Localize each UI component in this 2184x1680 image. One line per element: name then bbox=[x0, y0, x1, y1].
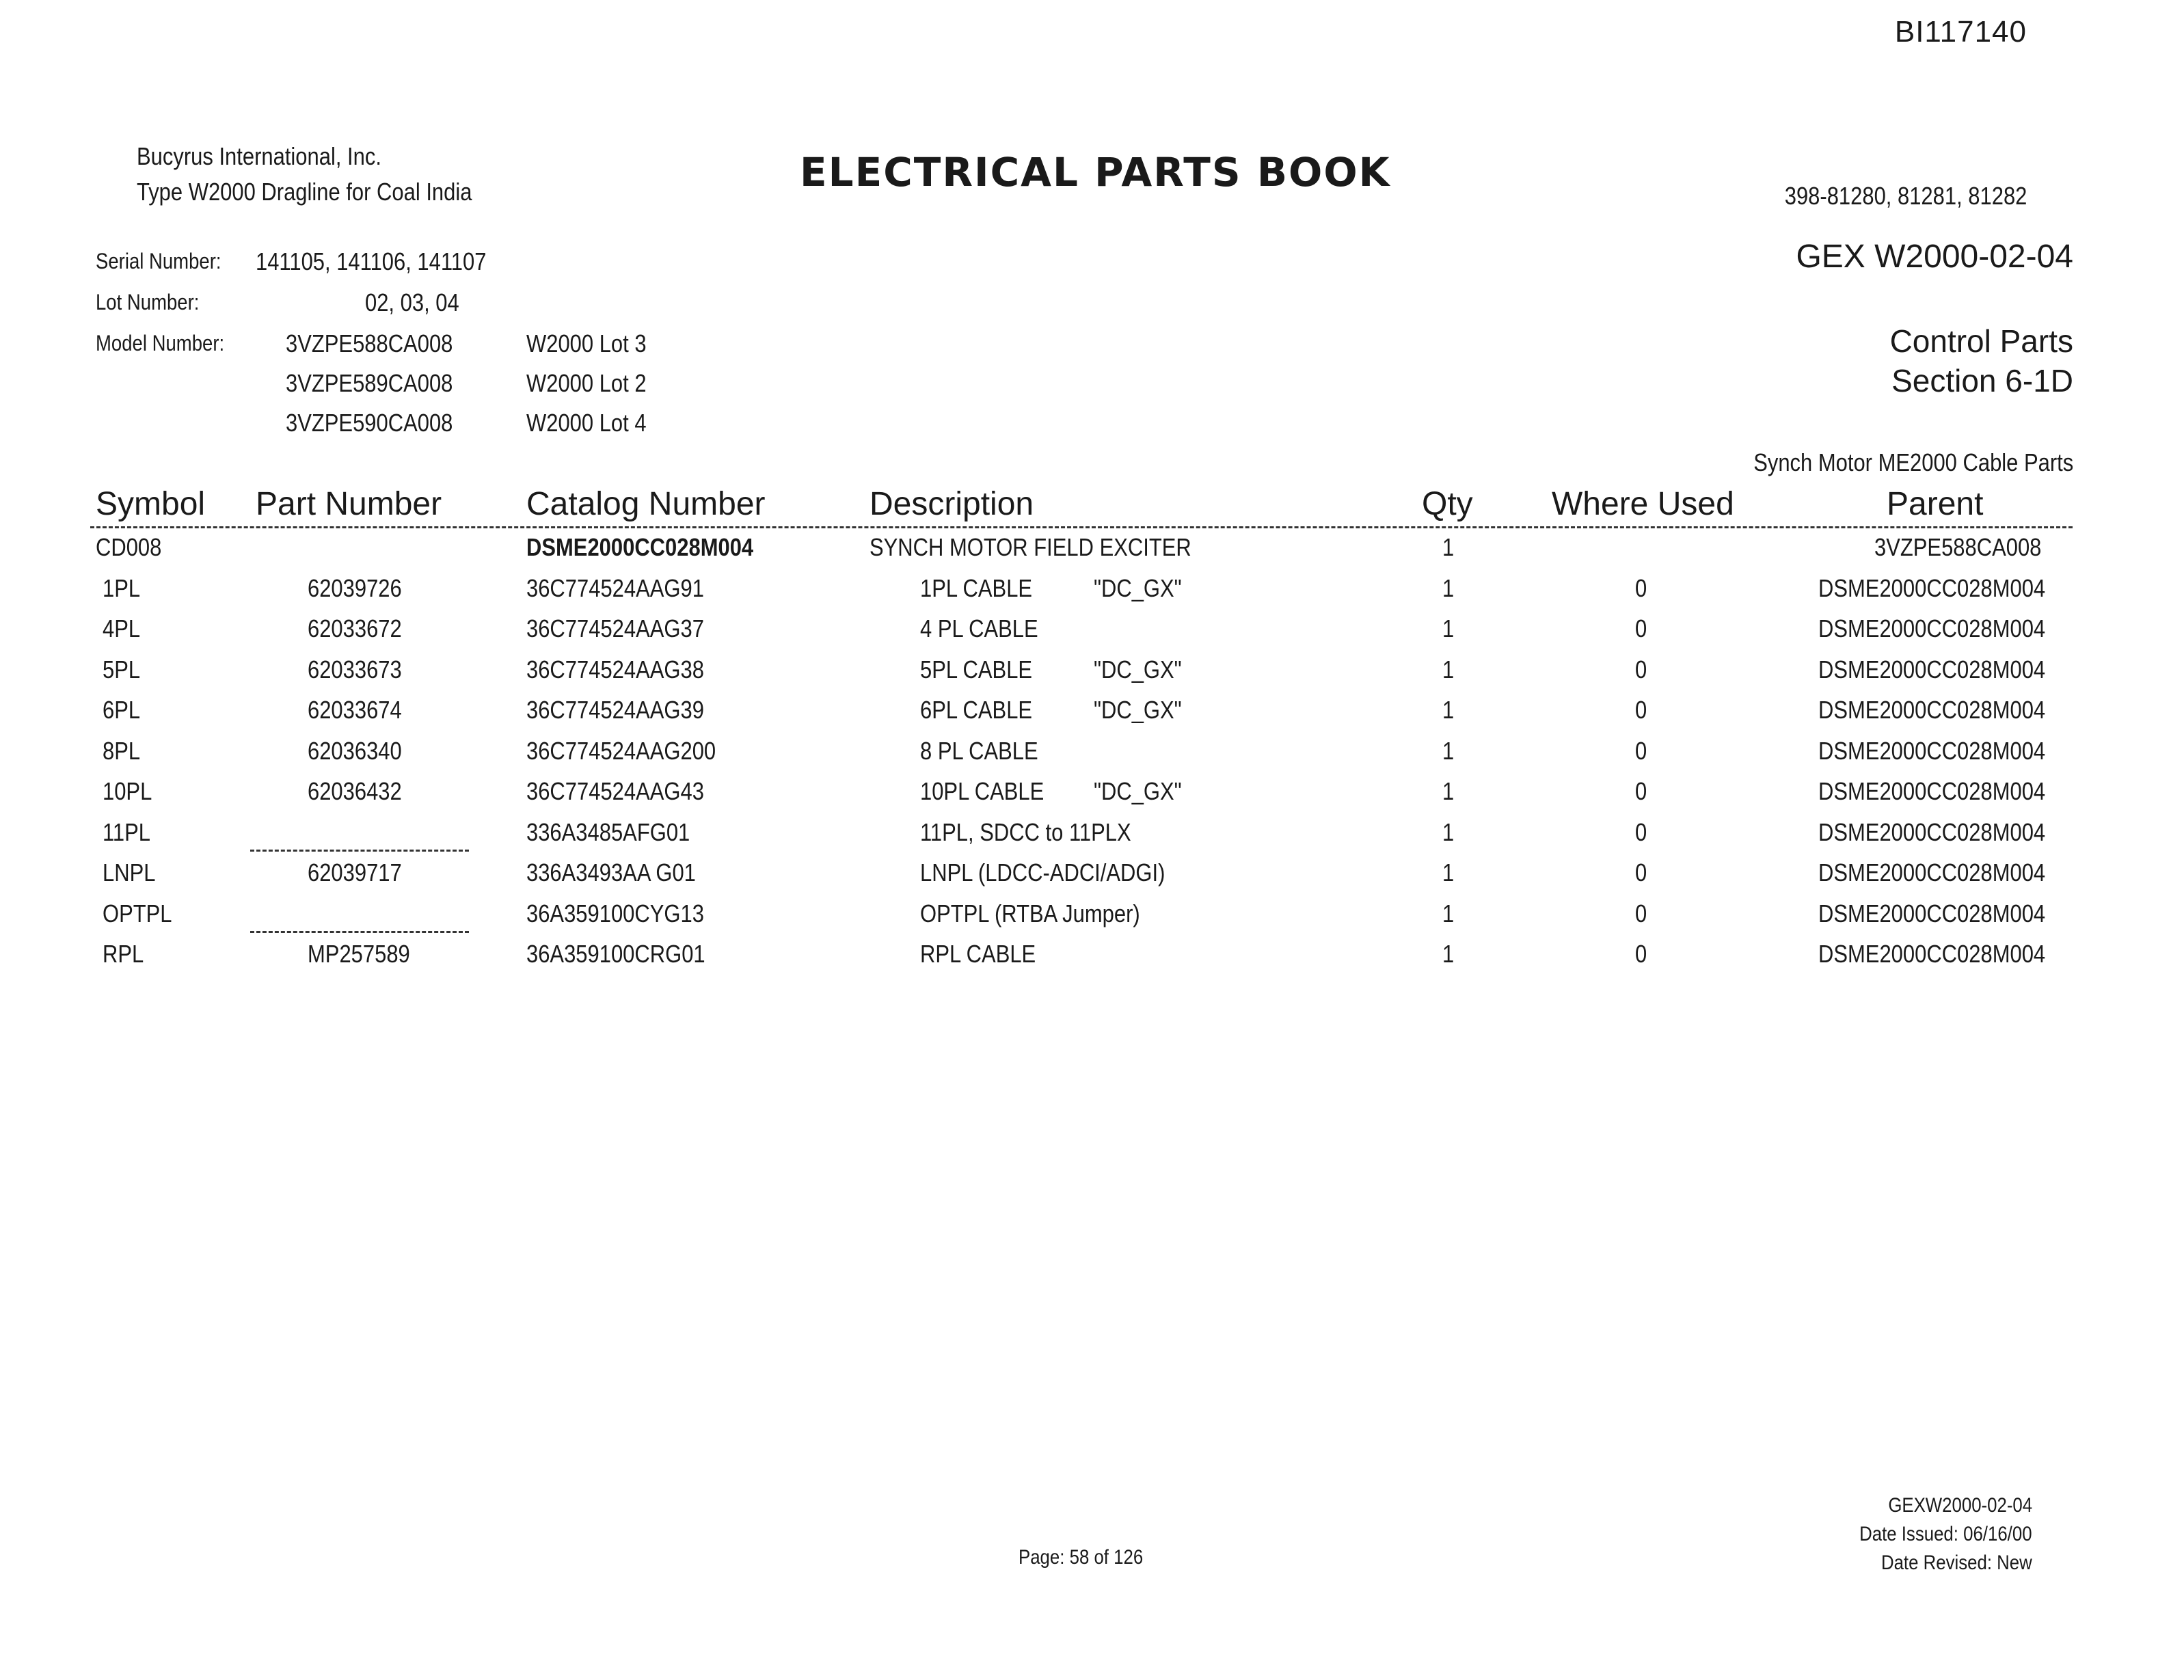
cell-symbol: RPL bbox=[103, 940, 144, 968]
cell-symbol: 4PL bbox=[103, 614, 141, 642]
model-number: 3VZPE589CA008 bbox=[286, 369, 453, 397]
cell-part-number: MP257589 bbox=[308, 940, 410, 968]
cell-qty: 1 bbox=[1442, 696, 1455, 724]
cell-parent: DSME2000CC028M004 bbox=[1818, 737, 2046, 765]
cell-parent: DSME2000CC028M004 bbox=[1818, 940, 2046, 968]
empty-part-divider bbox=[250, 931, 469, 933]
cell-description: 6PL CABLE bbox=[920, 696, 1033, 724]
cell-symbol: 1PL bbox=[103, 574, 141, 602]
cell-qty: 1 bbox=[1442, 533, 1455, 561]
cell-qty: 1 bbox=[1442, 737, 1455, 765]
cell-qty: 1 bbox=[1442, 858, 1455, 886]
cell-where-used: 0 bbox=[1635, 737, 1647, 765]
page-number: Page: 58 of 126 bbox=[1019, 1546, 1144, 1569]
cell-symbol: 6PL bbox=[103, 696, 141, 724]
cell-where-used: 0 bbox=[1635, 614, 1647, 642]
cell-parent: DSME2000CC028M004 bbox=[1818, 574, 2046, 602]
cell-qty: 1 bbox=[1442, 777, 1455, 805]
cell-catalog-number: 36C774524AAG38 bbox=[526, 655, 704, 683]
cell-parent: DSME2000CC028M004 bbox=[1818, 655, 2046, 683]
cell-where-used: 0 bbox=[1635, 858, 1647, 886]
empty-part-divider bbox=[250, 850, 469, 852]
cell-part-number: 62033674 bbox=[308, 696, 402, 724]
cell-parent: DSME2000CC028M004 bbox=[1818, 899, 2046, 927]
cell-description: 1PL CABLE bbox=[920, 574, 1033, 602]
cell-part-number: 62033672 bbox=[308, 614, 402, 642]
cell-qty: 1 bbox=[1442, 614, 1455, 642]
footer-date-revised: Date Revised: New bbox=[1881, 1552, 2032, 1574]
table-subtitle: Synch Motor ME2000 Cable Parts bbox=[1753, 448, 2073, 476]
cell-catalog-number: 336A3485AFG01 bbox=[526, 818, 690, 846]
document-id: BI117140 bbox=[1894, 15, 2027, 49]
cell-description: 8 PL CABLE bbox=[920, 737, 1038, 765]
gex-code: GEX W2000-02-04 bbox=[1796, 239, 2073, 275]
cell-where-used: 0 bbox=[1635, 777, 1647, 805]
column-header-part-number: Part Number bbox=[256, 486, 442, 522]
cell-parent: 3VZPE588CA008 bbox=[1874, 533, 2042, 561]
column-header-catalog-number: Catalog Number bbox=[526, 486, 766, 522]
cell-description-tag: "DC_GX" bbox=[1094, 777, 1182, 805]
column-header-qty: Qty bbox=[1422, 486, 1473, 522]
cell-symbol: 10PL bbox=[103, 777, 152, 805]
machine-type: Type W2000 Dragline for Coal India bbox=[137, 178, 472, 206]
cell-qty: 1 bbox=[1442, 655, 1455, 683]
cell-description: LNPL (LDCC-ADCI/ADGI) bbox=[920, 858, 1165, 886]
cell-description-tag: "DC_GX" bbox=[1094, 655, 1182, 683]
lot-number-label: Lot Number: bbox=[96, 290, 200, 314]
cell-catalog-number: 36C774524AAG37 bbox=[526, 614, 704, 642]
cell-parent: DSME2000CC028M004 bbox=[1818, 818, 2046, 846]
cell-catalog-number: 36C774524AAG43 bbox=[526, 777, 704, 805]
cell-description: 4 PL CABLE bbox=[920, 614, 1038, 642]
cell-catalog-number: 36C774524AAG39 bbox=[526, 696, 704, 724]
footer-code: GEXW2000-02-04 bbox=[1888, 1494, 2032, 1517]
cell-description: SYNCH MOTOR FIELD EXCITER bbox=[869, 533, 1191, 561]
cell-part-number: 62036432 bbox=[308, 777, 402, 805]
footer-date-issued: Date Issued: 06/16/00 bbox=[1859, 1523, 2032, 1545]
cell-description-tag: "DC_GX" bbox=[1094, 574, 1182, 602]
model-lot: W2000 Lot 2 bbox=[526, 369, 647, 397]
cell-where-used: 0 bbox=[1635, 899, 1647, 927]
cell-qty: 1 bbox=[1442, 574, 1455, 602]
cell-symbol: 5PL bbox=[103, 655, 141, 683]
cell-symbol: CD008 bbox=[96, 533, 162, 561]
cell-where-used: 0 bbox=[1635, 574, 1647, 602]
cell-catalog-number: 36A359100CYG13 bbox=[526, 899, 704, 927]
model-number: 3VZPE590CA008 bbox=[286, 409, 453, 437]
cell-description: 5PL CABLE bbox=[920, 655, 1033, 683]
cell-symbol: 8PL bbox=[103, 737, 141, 765]
column-header-parent: Parent bbox=[1887, 486, 1984, 522]
cell-symbol: LNPL bbox=[103, 858, 156, 886]
section-number: Section 6-1D bbox=[1891, 363, 2073, 398]
cell-parent: DSME2000CC028M004 bbox=[1818, 858, 2046, 886]
column-header-symbol: Symbol bbox=[96, 486, 206, 522]
cell-parent: DSME2000CC028M004 bbox=[1818, 614, 2046, 642]
cell-description: 11PL, SDCC to 11PLX bbox=[920, 818, 1131, 846]
cell-symbol: 11PL bbox=[103, 818, 151, 846]
cell-where-used: 0 bbox=[1635, 818, 1647, 846]
cell-catalog-number: 36A359100CRG01 bbox=[526, 940, 705, 968]
reference-numbers: 398-81280, 81281, 81282 bbox=[1784, 182, 2027, 210]
model-lot: W2000 Lot 3 bbox=[526, 329, 647, 357]
serial-number-value: 141105, 141106, 141107 bbox=[256, 247, 487, 275]
cell-part-number: 62039717 bbox=[308, 858, 402, 886]
cell-qty: 1 bbox=[1442, 818, 1455, 846]
column-header-where-used: Where Used bbox=[1552, 486, 1734, 522]
cell-part-number: 62036340 bbox=[308, 737, 402, 765]
cell-parent: DSME2000CC028M004 bbox=[1818, 696, 2046, 724]
cell-parent: DSME2000CC028M004 bbox=[1818, 777, 2046, 805]
section-name: Control Parts bbox=[1889, 323, 2073, 359]
model-number: 3VZPE588CA008 bbox=[286, 329, 453, 357]
cell-description-tag: "DC_GX" bbox=[1094, 696, 1182, 724]
cell-part-number: 62039726 bbox=[308, 574, 402, 602]
page-title: ELECTRICAL PARTS BOOK bbox=[800, 149, 1391, 195]
cell-where-used: 0 bbox=[1635, 696, 1647, 724]
cell-part-number: 62033673 bbox=[308, 655, 402, 683]
header-divider bbox=[90, 526, 2073, 528]
model-lot: W2000 Lot 4 bbox=[526, 409, 647, 437]
cell-qty: 1 bbox=[1442, 899, 1455, 927]
cell-catalog-number: DSME2000CC028M004 bbox=[526, 533, 754, 561]
model-number-label: Model Number: bbox=[96, 331, 225, 355]
cell-qty: 1 bbox=[1442, 940, 1455, 968]
company-name: Bucyrus International, Inc. bbox=[137, 142, 381, 170]
cell-where-used: 0 bbox=[1635, 655, 1647, 683]
cell-catalog-number: 36C774524AAG91 bbox=[526, 574, 704, 602]
column-header-description: Description bbox=[869, 486, 1034, 522]
serial-number-label: Serial Number: bbox=[96, 249, 221, 273]
cell-description: RPL CABLE bbox=[920, 940, 1036, 968]
cell-catalog-number: 36C774524AAG200 bbox=[526, 737, 716, 765]
lot-number-value: 02, 03, 04 bbox=[365, 288, 459, 316]
cell-symbol: OPTPL bbox=[103, 899, 172, 927]
cell-description: 10PL CABLE bbox=[920, 777, 1044, 805]
cell-where-used: 0 bbox=[1635, 940, 1647, 968]
cell-catalog-number: 336A3493AA G01 bbox=[526, 858, 696, 886]
cell-description: OPTPL (RTBA Jumper) bbox=[920, 899, 1140, 927]
